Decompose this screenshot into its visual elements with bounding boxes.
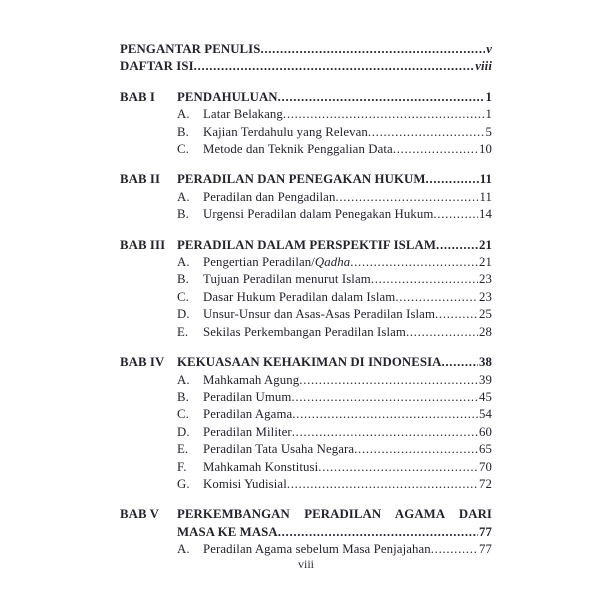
chapter-number: BAB III — [120, 237, 166, 252]
item-letter: D. — [177, 424, 190, 439]
page-ref: 77 — [479, 542, 492, 557]
item-title: Kajian Terdahulu yang Relevan — [203, 124, 368, 139]
page-ref: 70 — [479, 459, 492, 474]
item-title — [203, 254, 350, 271]
table-of-contents — [120, 41, 492, 559]
dot-leader — [260, 41, 485, 58]
toc-item-row — [120, 306, 492, 323]
toc-item-row — [120, 271, 492, 288]
toc-chapter — [120, 171, 492, 223]
chapter-header-row — [120, 237, 492, 254]
item-letter: C. — [177, 407, 189, 422]
toc-item-row — [120, 424, 492, 441]
page-ref: 45 — [479, 389, 492, 404]
page-ref: 5 — [485, 124, 492, 139]
page-ref: 77 — [479, 524, 492, 539]
chapter-header-row — [120, 354, 492, 371]
toc-item-row — [120, 141, 492, 158]
item-title: Metode dan Teknik Penggalian Data — [203, 142, 393, 157]
toc-item-row — [120, 106, 492, 123]
page-ref: 21 — [479, 255, 492, 270]
dot-leader — [371, 271, 478, 288]
page-ref: 39 — [479, 372, 492, 387]
chapter-title-block — [177, 89, 492, 106]
toc-item-row — [120, 389, 492, 406]
item-title: Komisi Yudisial — [203, 476, 287, 491]
toc-chapter — [120, 506, 492, 558]
dot-leader — [368, 124, 485, 141]
page-ref: 10 — [479, 142, 492, 157]
page-ref: 72 — [479, 476, 492, 491]
toc-item-row — [120, 206, 492, 223]
dot-leader — [194, 58, 475, 75]
toc-item-row — [120, 476, 492, 493]
toc-chapter — [120, 237, 492, 341]
page-ref: 11 — [479, 172, 492, 187]
toc-front-row — [120, 41, 492, 58]
dot-leader — [292, 406, 478, 423]
dot-leader — [406, 324, 478, 341]
dot-leader — [426, 171, 479, 188]
chapter-title-block — [177, 506, 492, 541]
toc-item-row — [120, 289, 492, 306]
toc-item-row — [120, 372, 492, 389]
item-letter: A. — [177, 542, 190, 557]
dot-leader — [283, 106, 485, 123]
toc-item-row — [120, 459, 492, 476]
item-letter: B. — [177, 389, 189, 404]
dot-leader — [291, 389, 478, 406]
chapter-title-line — [177, 237, 492, 254]
page-ref: 65 — [479, 442, 492, 457]
dot-leader — [436, 237, 478, 254]
page-ref: 14 — [479, 207, 492, 222]
item-title: Peradilan Tata Usaha Negara — [203, 442, 355, 457]
item-title: Peradilan Militer — [203, 424, 292, 439]
item-letter: B. — [177, 207, 189, 222]
item-letter: C. — [177, 142, 189, 157]
toc-front-label: DAFTAR ISI — [120, 59, 194, 74]
item-title: Peradilan dan Pengadilan — [203, 189, 336, 204]
item-letter: A. — [177, 189, 190, 204]
page-ref: 60 — [479, 424, 492, 439]
toc-item-row — [120, 441, 492, 458]
chapter-title: PENDAHULUAN — [177, 89, 278, 104]
toc-chapter — [120, 89, 492, 159]
dot-leader — [299, 372, 478, 389]
dot-leader — [350, 254, 478, 271]
item-title: Latar Belakang — [203, 107, 283, 122]
item-title: Mahkamah Konstitusi — [203, 459, 319, 474]
item-letter: E. — [177, 324, 189, 339]
dot-leader — [278, 524, 478, 541]
toc-item-row — [120, 324, 492, 341]
toc-front-row — [120, 58, 492, 75]
item-title: Dasar Hukum Peradilan dalam Islam — [203, 289, 396, 304]
chapter-title-block — [177, 171, 492, 188]
dot-leader — [435, 306, 478, 323]
item-title: Peradilan Umum — [203, 389, 292, 404]
item-letter: A. — [177, 107, 190, 122]
item-title: Peradilan Agama — [203, 407, 293, 422]
toc-item-row — [120, 124, 492, 141]
toc-item-row — [120, 254, 492, 271]
page-ref: 11 — [479, 189, 492, 204]
toc-item-row — [120, 189, 492, 206]
footer-page-number: viii — [297, 557, 314, 571]
chapter-title: MASA KE MASA — [177, 524, 278, 539]
page-ref: 23 — [479, 289, 492, 304]
item-title-italic-part: Qadha — [314, 255, 351, 270]
page-ref: 23 — [479, 272, 492, 287]
item-letter: G. — [177, 476, 190, 491]
dot-leader — [354, 441, 478, 458]
chapter-header-row — [120, 171, 492, 188]
chapter-number: BAB II — [120, 172, 161, 187]
page-ref: 1 — [485, 107, 492, 122]
item-title: Peradilan Agama sebelum Masa Penjajahan — [203, 542, 431, 557]
toc-item-row — [120, 406, 492, 423]
item-title: Sekilas Perkembangan Peradilan Islam — [203, 324, 406, 339]
chapter-title-line — [177, 89, 492, 106]
dot-leader — [278, 89, 485, 106]
item-letter: D. — [177, 307, 190, 322]
chapter-title-block — [177, 354, 492, 371]
item-letter: B. — [177, 124, 189, 139]
toc-item-row — [120, 541, 492, 558]
chapter-title: PERADILAN DAN PENEGAKAN HUKUM — [177, 172, 426, 187]
page-ref: viii — [475, 59, 492, 74]
page-ref: 54 — [479, 407, 492, 422]
chapter-title-line — [177, 171, 492, 188]
chapter-title: PERADILAN DALAM PERSPEKTIF ISLAM — [177, 237, 437, 252]
chapter-title-block — [177, 237, 492, 254]
chapter-number: BAB I — [120, 89, 155, 104]
page-ref: 21 — [479, 237, 492, 252]
page-ref: 25 — [479, 307, 492, 322]
item-title: Urgensi Peradilan dalam Penegakan Hukum — [203, 207, 434, 222]
chapter-title-line1: PERKEMBANGAN PERADILAN AGAMA DARI — [177, 507, 492, 522]
item-title-part: Pengertian Peradilan/ — [203, 255, 315, 270]
chapter-number: BAB V — [120, 507, 160, 522]
item-letter: A. — [177, 255, 190, 270]
dot-leader — [393, 141, 478, 158]
chapter-title: KEKUASAAN KEHAKIMAN DI INDONESIA — [177, 355, 442, 370]
page-ref: 38 — [479, 355, 492, 370]
item-title: Unsur-Unsur dan Asas-Asas Peradilan Islam — [203, 307, 436, 322]
dot-leader — [431, 541, 478, 558]
dot-leader — [318, 459, 478, 476]
item-letter: B. — [177, 272, 189, 287]
chapter-header-row — [120, 506, 492, 541]
toc-chapter — [120, 354, 492, 493]
dot-leader — [442, 354, 479, 371]
dot-leader — [292, 424, 478, 441]
page-ref: 1 — [485, 89, 492, 104]
dot-leader — [433, 206, 478, 223]
item-title: Mahkamah Agung — [203, 372, 300, 387]
dot-leader — [395, 289, 478, 306]
chapter-number: BAB IV — [120, 355, 165, 370]
item-letter: E. — [177, 442, 189, 457]
item-letter: F. — [177, 459, 187, 474]
item-title: Tujuan Peradilan menurut Islam — [203, 272, 371, 287]
chapter-header-row — [120, 89, 492, 106]
item-letter: A. — [177, 372, 190, 387]
dot-leader — [335, 189, 478, 206]
chapter-title-line — [177, 354, 492, 371]
item-letter: C. — [177, 289, 189, 304]
page-ref: 28 — [479, 324, 492, 339]
dot-leader — [287, 476, 478, 493]
chapter-title-line2 — [177, 524, 492, 541]
page-ref: v — [486, 42, 492, 56]
toc-front-label: PENGANTAR PENULIS — [120, 42, 261, 56]
